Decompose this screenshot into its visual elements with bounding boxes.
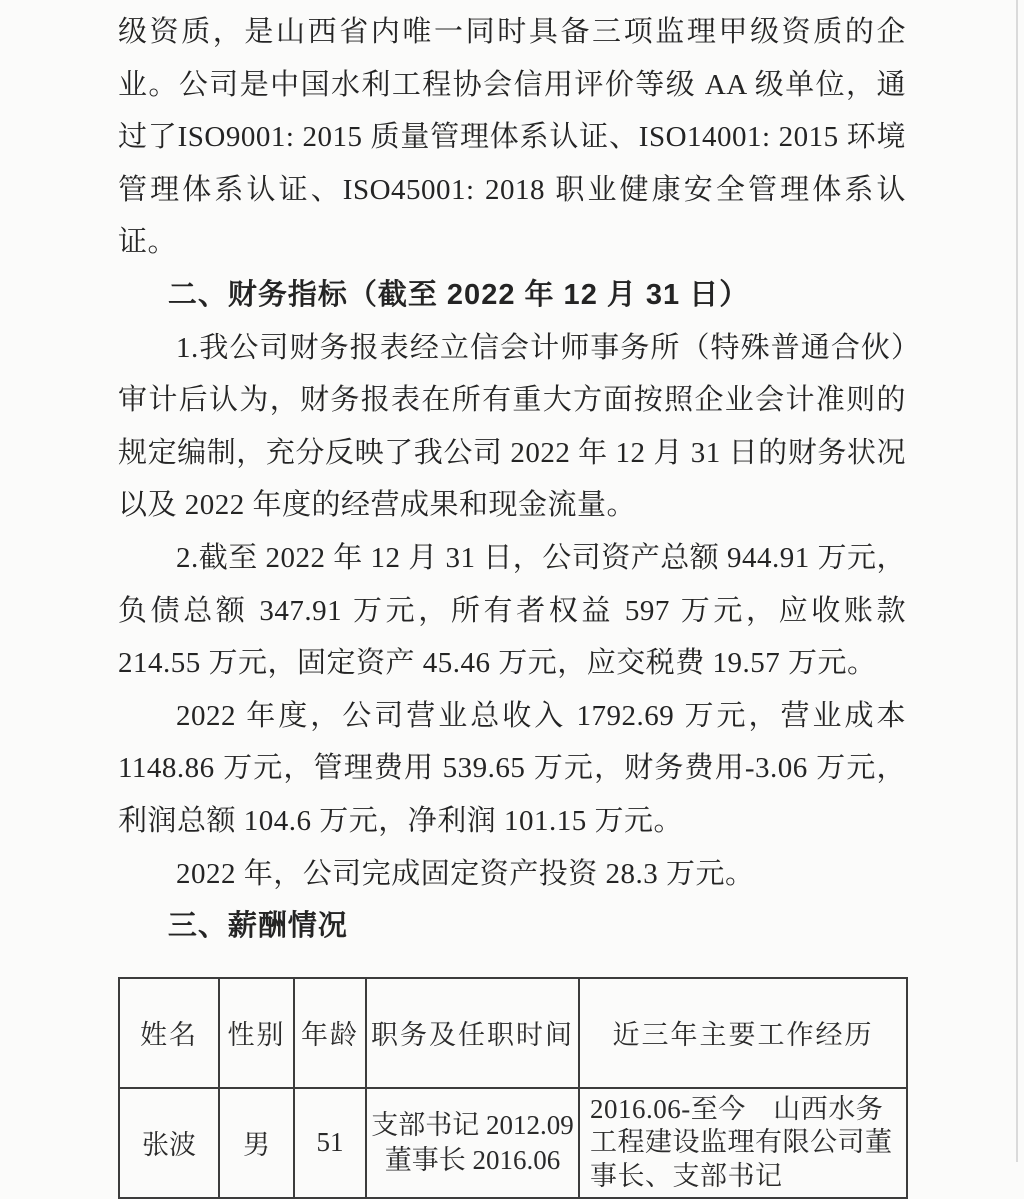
section-heading-salary: 三、薪酬情况 [167,910,348,943]
position-line-secretary: 支部书记 2012.09 [371,1109,574,1140]
cell-name: 张波 [119,1088,219,1199]
intro-continuation-paragraph: 级资质，是山西省内唯一同时具备三项监理甲级资质的企业。公司是中国水利工程协会信用评价等级 AA 级单位，通过了ISO9001: 2015 质量管理体系认证、ISO14001: 2015 环境管理体系认证、ISO45001: 2018 职业健康安全管理体系认证。 [118,16,906,259]
column-header-age: 年龄 [294,978,366,1088]
column-header-experience: 近三年主要工作经历 [579,978,907,1088]
cell-gender: 男 [219,1088,294,1199]
salary-table-header-row [119,978,907,1088]
finance-paragraph-balance: 2.截至 2022 年 12 月 31 日，公司资产总额 944.91 万元，负债总额 347.91 万元，所有者权益 597 万元，应收账款 214.55 万元，固定资产 45.46 万元，应交税费 19.57 万元。 [118,541,907,680]
finance-paragraph-investment: 2022 年，公司完成固定资产投资 28.3 万元。 [176,857,755,890]
cell-age: 51 [294,1088,366,1199]
salary-table-row [119,1088,907,1199]
cell-position [366,1088,579,1199]
salary-table [118,977,908,1199]
finance-paragraph-income: 2022 年度，公司营业总收入 1792.69 万元，营业成本 1148.86 万元，管理费用 539.65 万元，财务费用-3.06 万元，利润总额 104.6 万元，净利润 101.15 万元。 [118,699,906,837]
finance-paragraph-audit: 1.我公司财务报表经立信会计师事务所（特殊普通合伙）审计后认为，财务报表在所有重大方面按照企业会计准则的规定编制，充分反映了我公司 2022 年 12 月 31 日的财务状况以及 2022 年度的经营成果和现金流量。 [118,331,906,522]
position-line-chairman: 董事长 2016.06 [384,1144,561,1175]
column-header-name: 姓名 [119,978,219,1088]
section-heading-finance: 二、财务指标（截至 2022 年 12 月 31 日） [167,278,750,311]
column-header-position: 职务及任职时间 [366,978,579,1088]
document-page [118,6,906,1199]
scan-page-edge-line [1016,0,1018,1162]
column-header-gender: 性别 [219,978,294,1088]
cell-experience: 2016.06-至今 山西水务工程建设监理有限公司董事长、支部书记 [579,1088,907,1199]
